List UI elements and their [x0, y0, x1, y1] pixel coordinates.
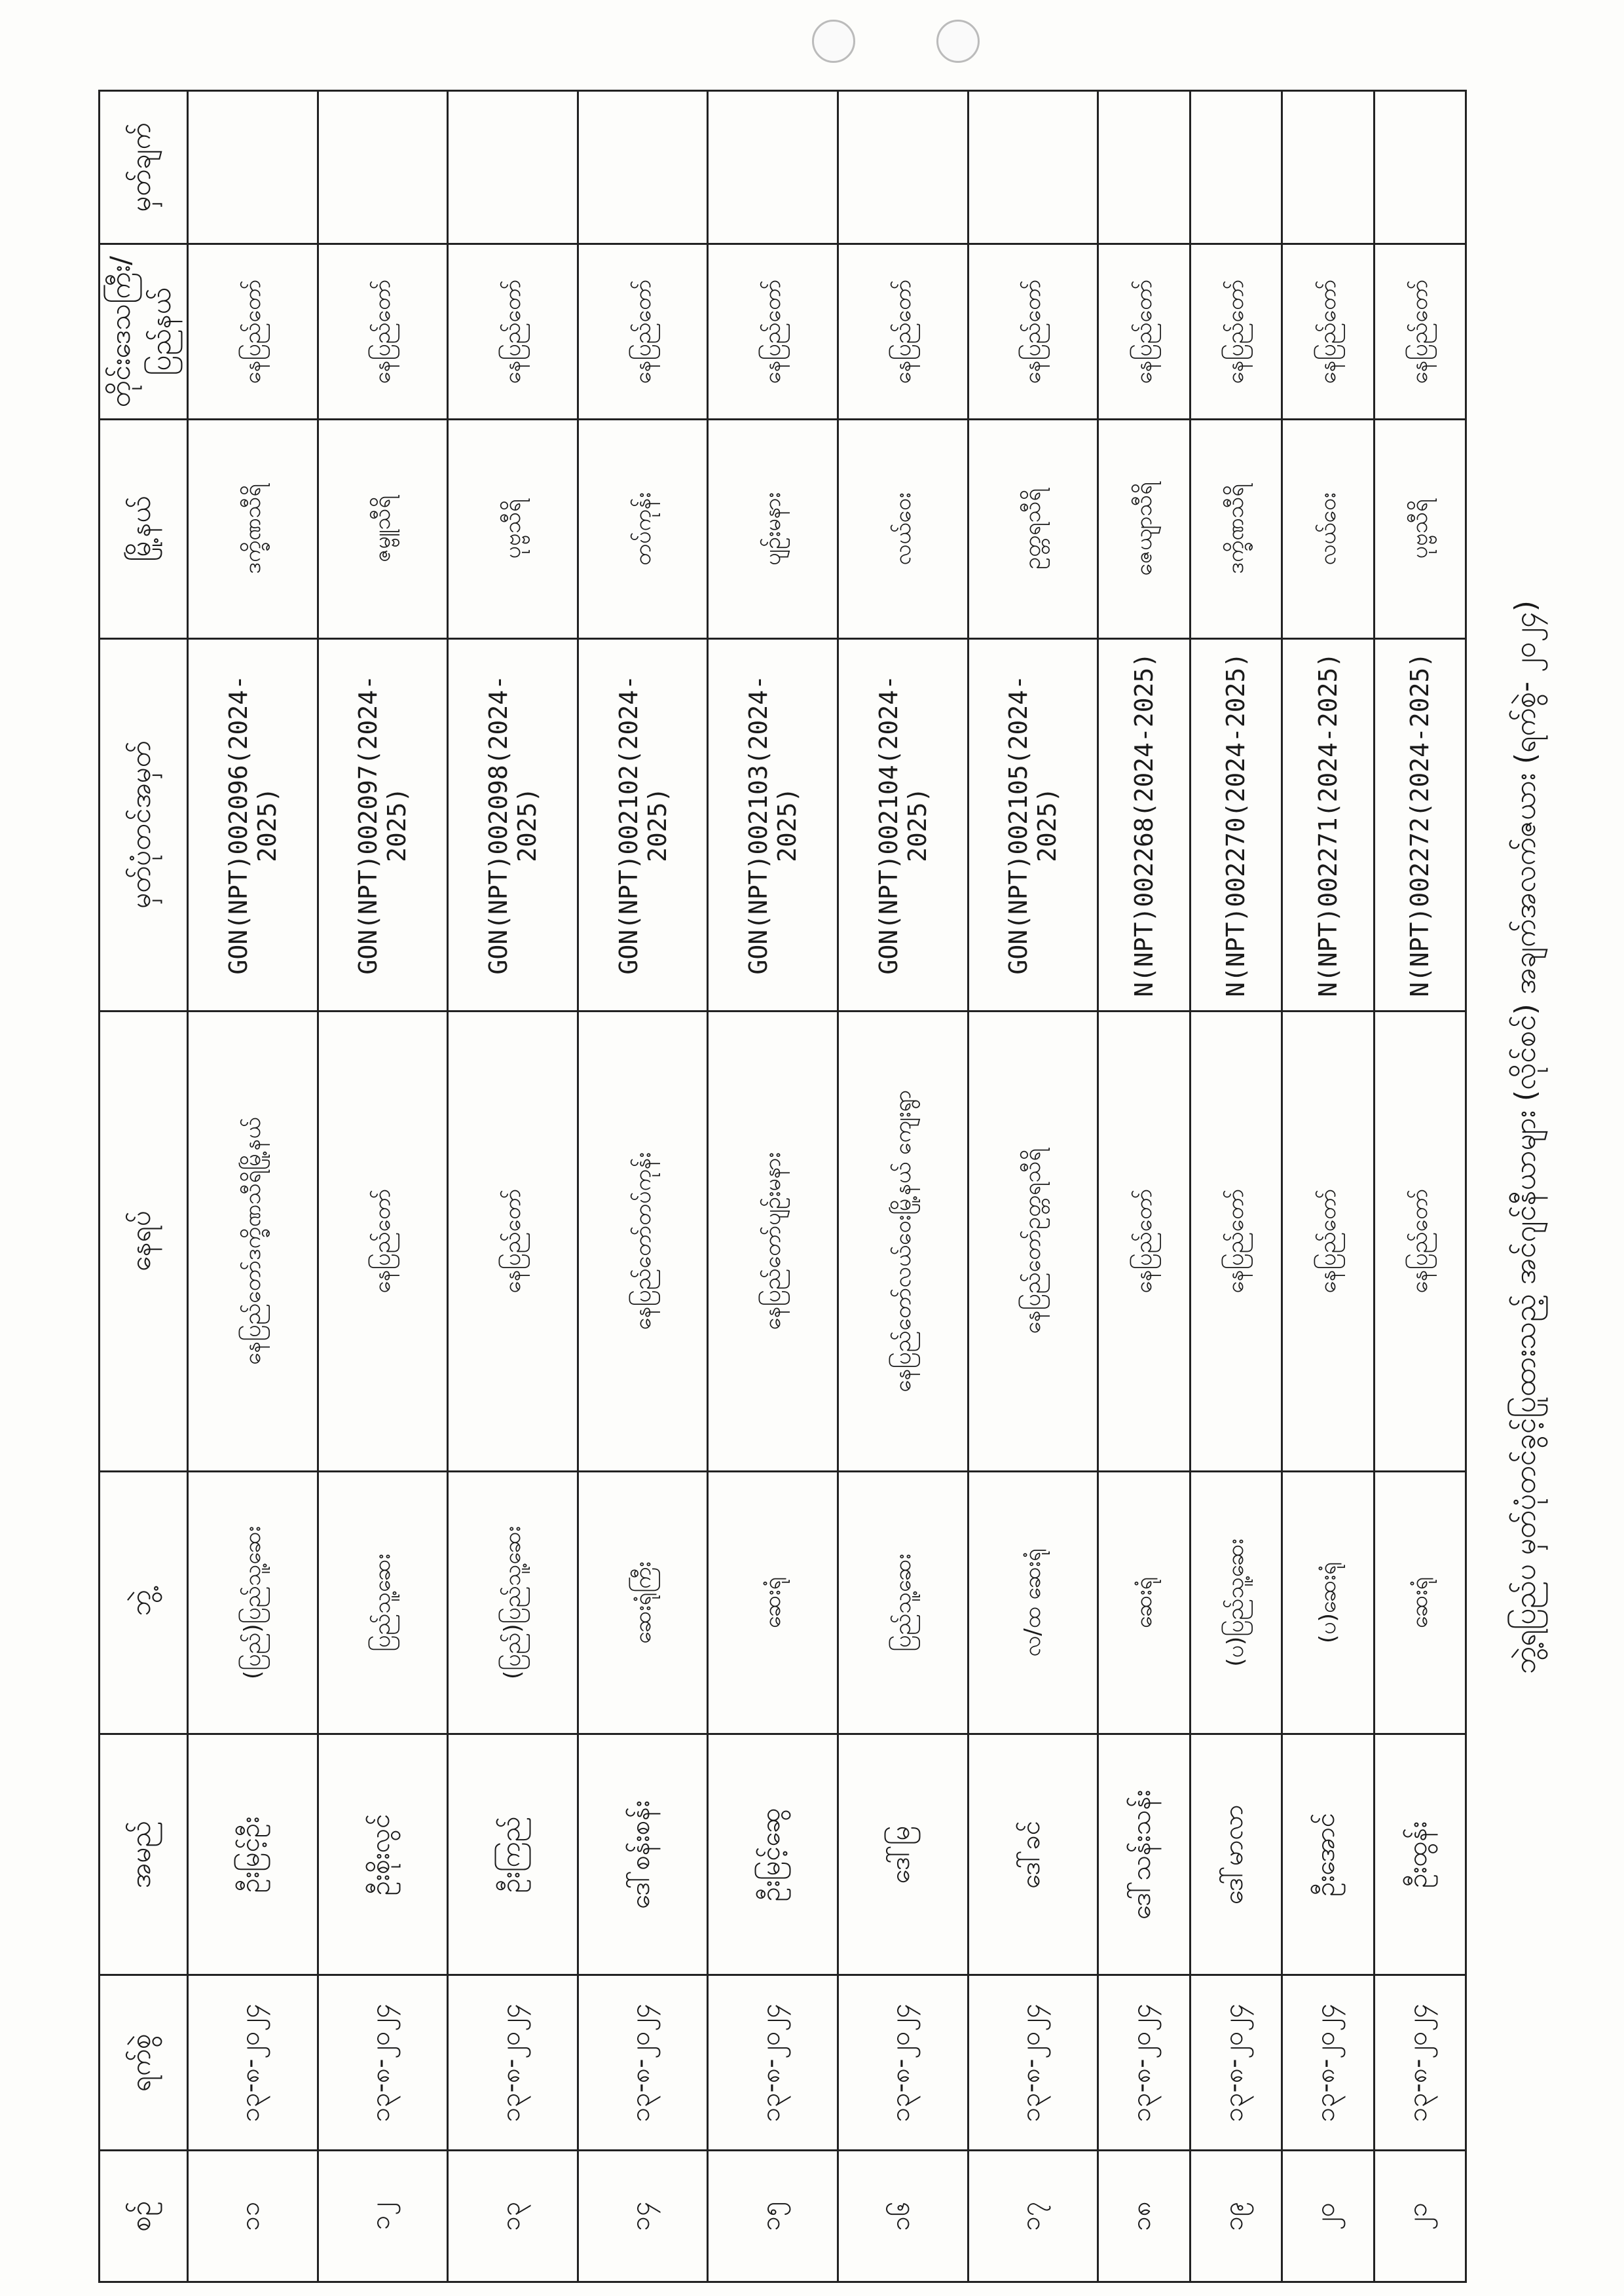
cell-date: ၁၃-၈-၂၀၂၄	[448, 1975, 578, 2151]
cell-state: နေပြည်တော်	[1374, 244, 1466, 420]
cell-reg-no: GON(NPT)002102(2024-2025)	[578, 638, 708, 1011]
cell-remark	[448, 91, 578, 244]
cell-state: နေပြည်တော်	[188, 244, 318, 420]
cell-rank: ပြည်သူ့ဆေး	[318, 1471, 448, 1734]
cell-state: နေပြည်တော်	[318, 244, 448, 420]
cell-no: ၁၇	[968, 2151, 1098, 2282]
cell-name: ဦးအောင်	[1282, 1734, 1374, 1975]
cell-no: ၂၁	[1374, 2151, 1466, 2282]
cell-remark	[968, 91, 1098, 244]
cell-rank: ဆေးရုံ	[1374, 1471, 1466, 1734]
cell-no: ၁၅	[708, 2151, 838, 2282]
cell-reg-no: GON(NPT)002105(2024-2025)	[968, 638, 1098, 1011]
cell-reg-no: GON(NPT)002098(2024-2025)	[448, 638, 578, 1011]
cell-township: ဇေယျာသီရိ	[1098, 420, 1190, 639]
cell-remark	[1190, 91, 1282, 244]
cell-reg-no: N(NPT)002272(2024-2025)	[1374, 638, 1466, 1011]
cell-no: ၁၄	[578, 2151, 708, 2282]
cell-no: ၂၀	[1282, 2151, 1374, 2282]
cell-township: ဇမ္ဗူသီရိ	[318, 420, 448, 639]
table-row	[1374, 91, 1466, 2282]
cell-date: ၁၃-၈-၂၀၂၄	[318, 1975, 448, 2151]
document-title: ဘွဲ့ရပြည်ပ မှတ်ပုံတင်ခွင့်ပြုထားသည့် အင်ဂျင်နီယာများ (လိုင်စင်) အချက်အလက်ဇယား (ရက်စွဲ- ၂၀၂၄)	[1509, 600, 1542, 1674]
cell-name: ဒေါ်သန်းသန်း	[1098, 1734, 1190, 1975]
cell-address: နေပြည်တော်ပျဉ်းမနား	[708, 1011, 838, 1471]
table-row	[1282, 91, 1374, 2282]
cell-reg-no: GON(NPT)002096(2024-2025)	[188, 638, 318, 1011]
cell-state: နေပြည်တော်	[448, 244, 578, 420]
cell-address: နေပြည်တော်ဥတ္တရသီရိ	[968, 1011, 1098, 1471]
cell-remark	[318, 91, 448, 244]
cell-township: ပုဗ္ဗသီရိ	[1374, 420, 1466, 639]
header-rank: ဘွဲ့	[100, 1471, 188, 1734]
cell-rank: (ပြည်)ပြည်သူ့ဆေး	[188, 1471, 318, 1734]
cell-date: ၁၃-၈-၂၀၂၄	[188, 1975, 318, 2151]
table-row	[188, 91, 318, 2282]
cell-rank: ဆေးရုံ	[708, 1471, 838, 1734]
cell-state: နေပြည်တော်	[838, 244, 969, 420]
cell-state: နေပြည်တော်	[1098, 244, 1190, 420]
table-row	[968, 91, 1098, 2282]
cell-address: နေပြည်တော်	[1098, 1011, 1190, 1471]
cell-rank: ပြည်သူ့ဆေး	[838, 1471, 969, 1734]
cell-no: ၁၁	[188, 2151, 318, 2282]
cell-name: ဦးမြင့်ဦး	[188, 1734, 318, 1975]
cell-remark	[708, 91, 838, 244]
cell-rank: ဆေးရုံ	[1098, 1471, 1190, 1734]
header-date: ရက်စွဲ	[100, 1975, 188, 2151]
cell-township: တပ်ကုန်း	[578, 420, 708, 639]
register-table	[98, 90, 1467, 2283]
cell-state: နေပြည်တော်	[708, 244, 838, 420]
cell-address: နေပြည်တော်	[1282, 1011, 1374, 1471]
cell-no: ၁၉	[1190, 2151, 1282, 2282]
table-row	[1098, 91, 1190, 2282]
cell-township: ပျဉ်းမနား	[708, 420, 838, 639]
table-row	[1190, 91, 1282, 2282]
table-row	[708, 91, 838, 2282]
cell-state: နေပြည်တော်	[1190, 244, 1282, 420]
cell-address: နေပြည်တော်ဒက္ခိဏသီရိမြို့နယ်	[188, 1011, 318, 1471]
header-state: တိုင်းဒေသကြီး/ပြည်နယ်	[100, 244, 188, 420]
cell-name: ဒေါ်မြ	[838, 1734, 969, 1975]
cell-date: ၁၃-၈-၂၀၂၄	[578, 1975, 708, 2151]
cell-township: လယ်ဝေး	[838, 420, 969, 639]
cell-address: နေပြည်တော်	[448, 1011, 578, 1471]
cell-address: နေပြည်တော်တပ်ကုန်း	[578, 1011, 708, 1471]
cell-no: ၁၆	[838, 2151, 969, 2282]
table-row	[448, 91, 578, 2282]
cell-reg-no: GON(NPT)002103(2024-2025)	[708, 638, 838, 1011]
cell-no: ၁၈	[1098, 2151, 1190, 2282]
cell-rank: (ပြည်)ပြည်သူ့ဆေး	[448, 1471, 578, 1734]
cell-reg-no: N(NPT)002271(2024-2025)	[1282, 638, 1374, 1011]
header-township: မြို့နယ်	[100, 420, 188, 639]
header-reg-no: မှတ်ပုံတင်အမှတ်	[100, 638, 188, 1011]
cell-rank: (ပ)ဆေးရုံ	[1282, 1471, 1374, 1734]
cell-name: ဦးထွန်း	[1374, 1734, 1466, 1975]
cell-reg-no: GON(NPT)002104(2024-2025)	[838, 638, 969, 1011]
cell-rank: (ပ)ပြည်သူ့ဆေး	[1190, 1471, 1282, 1734]
cell-date: ၁၃-၈-၂၀၂၄	[1190, 1975, 1282, 2151]
cell-date: ၁၃-၈-၂၀၂၄	[838, 1975, 969, 2151]
cell-address: နေပြည်တော်	[318, 1011, 448, 1471]
cell-no: ၁၂	[318, 2151, 448, 2282]
cell-address: နေပြည်တော်လယ်ဝေးမြို့နယ် ကျေးရွာ	[838, 1011, 969, 1471]
cell-rank: လ/ထ ဆေးရုံ	[968, 1471, 1098, 1734]
cell-remark	[1282, 91, 1374, 244]
cell-rank: ဆေးရုံကြီး	[578, 1471, 708, 1734]
cell-remark	[1098, 91, 1190, 244]
cell-township: ဒက္ခိဏသီရိ	[1190, 420, 1282, 639]
header-no: စဉ်	[100, 2151, 188, 2282]
cell-state: နေပြည်တော်	[578, 244, 708, 420]
header-row	[100, 91, 188, 2282]
cell-name: ဦးမြင့်ဆွေ	[708, 1734, 838, 1975]
cell-remark	[838, 91, 969, 244]
cell-state: နေပြည်တော်	[1282, 244, 1374, 420]
table-row	[578, 91, 708, 2282]
cell-township: ပုဗ္ဗသီရိ	[448, 420, 578, 639]
cell-township: ဒက္ခိဏသီရိ	[188, 420, 318, 639]
cell-date: ၁၃-၈-၂၀၂၄	[1282, 1975, 1374, 2151]
cell-reg-no: N(NPT)002268(2024-2025)	[1098, 638, 1190, 1011]
table-row	[838, 91, 969, 2282]
cell-date: ၁၃-၈-၂၀၂၄	[1098, 1975, 1190, 2151]
cell-address: နေပြည်တော်	[1190, 1011, 1282, 1471]
cell-remark	[1374, 91, 1466, 244]
cell-address: နေပြည်တော်	[1374, 1011, 1466, 1471]
cell-remark	[578, 91, 708, 244]
cell-name: ဒေါ်စန်းစန်း	[578, 1734, 708, 1975]
cell-name: ဦးကြည်	[448, 1734, 578, 1975]
cell-date: ၁၃-၈-၂၀၂၄	[1374, 1975, 1466, 2151]
cell-name: ဒေါ်ခင်	[968, 1734, 1098, 1975]
cell-no: ၁၃	[448, 2151, 578, 2282]
header-address: နေရပ်	[100, 1011, 188, 1471]
header-name: အမည်	[100, 1734, 188, 1975]
cell-reg-no: GON(NPT)002097(2024-2025)	[318, 638, 448, 1011]
cell-name: ဦးစိုးလွင်	[318, 1734, 448, 1975]
header-remark: မှတ်ချက်	[100, 91, 188, 244]
cell-state: နေပြည်တော်	[968, 244, 1098, 420]
cell-date: ၁၃-၈-၂၀၂၄	[708, 1975, 838, 2151]
cell-name: ဒေါ်မာလာ	[1190, 1734, 1282, 1975]
cell-township: ဥတ္တရသီရိ	[968, 420, 1098, 639]
cell-reg-no: N(NPT)002270(2024-2025)	[1190, 638, 1282, 1011]
cell-remark	[188, 91, 318, 244]
cell-date: ၁၃-၈-၂၀၂၄	[968, 1975, 1098, 2151]
cell-township: လယ်ဝေး	[1282, 420, 1374, 639]
table-row	[318, 91, 448, 2282]
